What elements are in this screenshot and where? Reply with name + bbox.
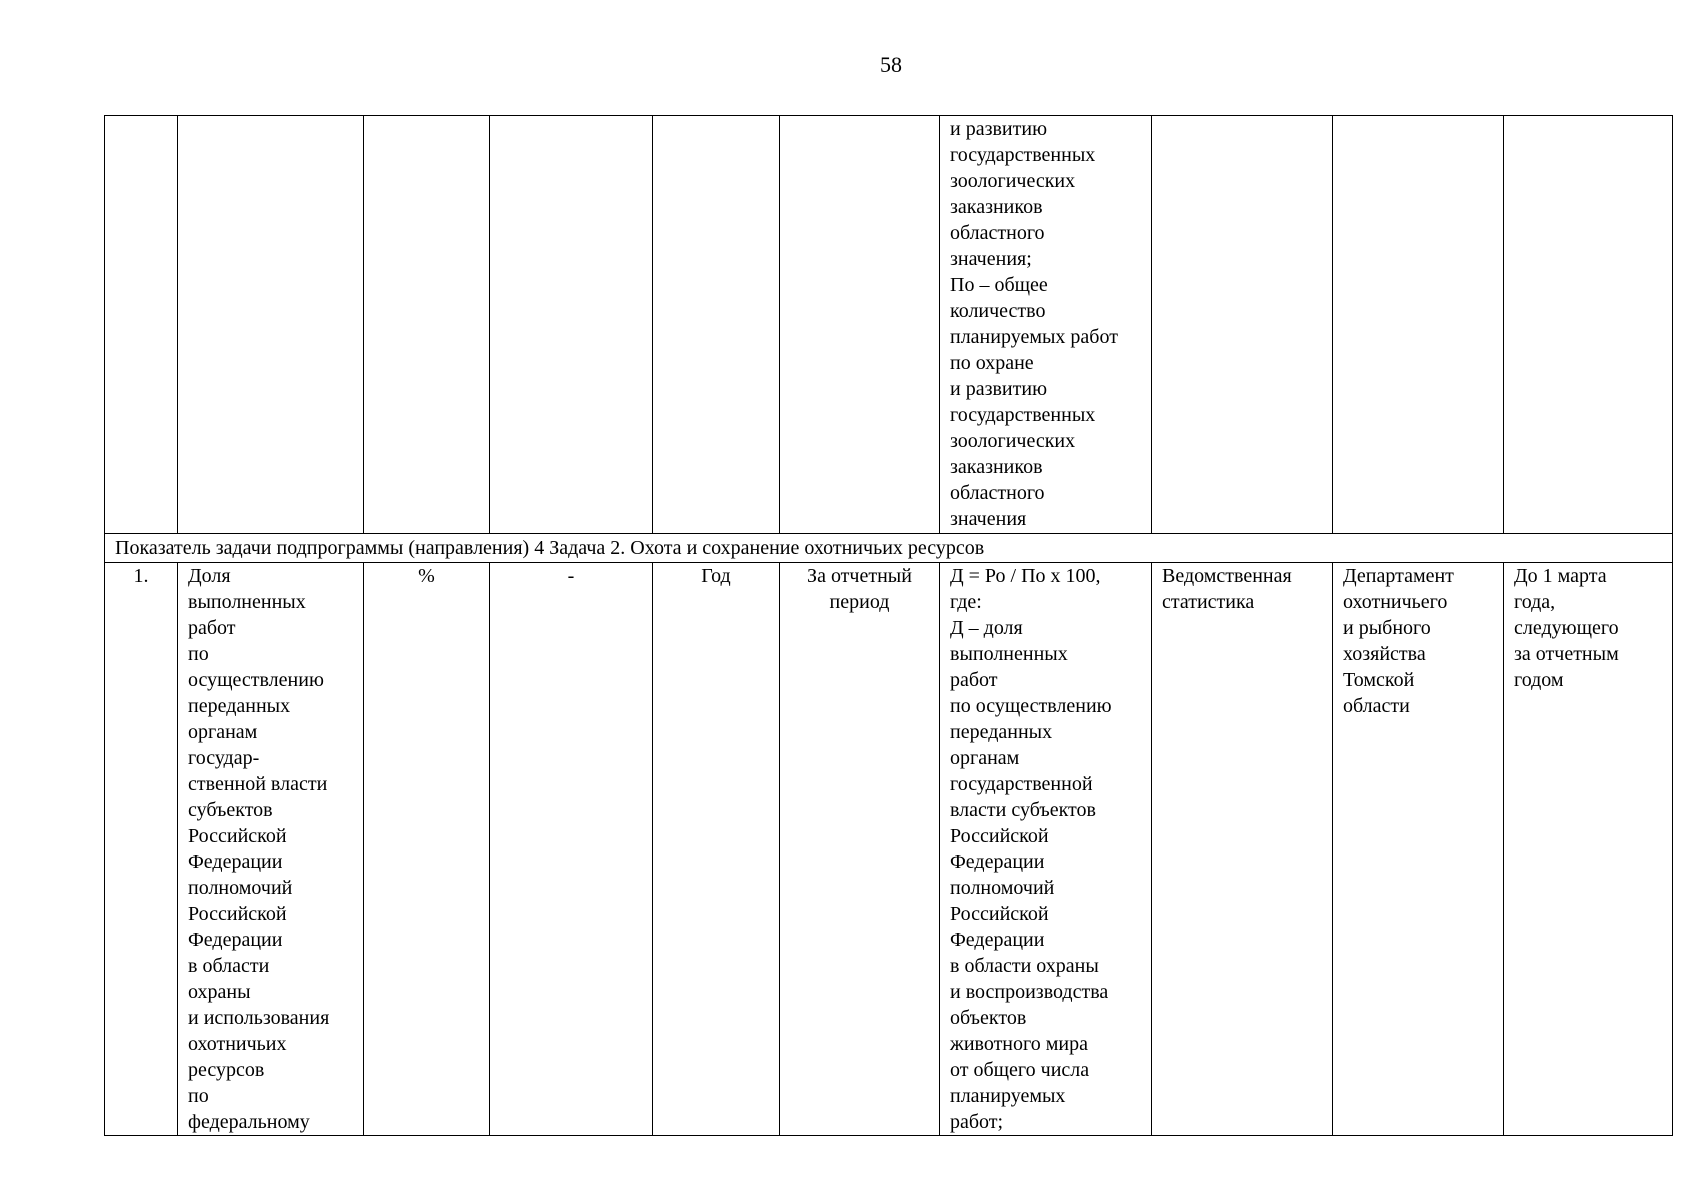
cell-responsible: Департамент охотничьего и рыбного хозяйства Томской области — [1333, 563, 1504, 1136]
table-row-continuation — [105, 116, 1673, 534]
cell-empty — [490, 116, 653, 534]
cell-empty — [178, 116, 364, 534]
cell-period: За отчетный период — [780, 563, 940, 1136]
cell-indicator-name: Доля выполненных работ по осуществлению переданных органам государ- ственной власти субъектов Российской Федерации полномочий Российской Федерации в области охраны и использования охотничьих ресурсов по федеральному — [178, 563, 364, 1136]
cell-number: 1. — [105, 563, 178, 1136]
cell-empty — [1504, 116, 1673, 534]
cell-empty — [780, 116, 940, 534]
indicators-table — [104, 115, 1673, 1136]
cell-periodicity: Год — [653, 563, 780, 1136]
cell-formula-continuation: и развитию государственных зоологических заказников областного значения; По – общее количество планируемых работ по охране и развитию государственных зоологических заказников областного значения — [940, 116, 1152, 534]
cell-empty — [1333, 116, 1504, 534]
cell-empty — [364, 116, 490, 534]
table-row-section-header — [105, 534, 1673, 563]
cell-source: Ведомственная статистика — [1152, 563, 1333, 1136]
cell-empty — [105, 116, 178, 534]
cell-empty — [1152, 116, 1333, 534]
cell-empty — [653, 116, 780, 534]
section-header: Показатель задачи подпрограммы (направления) 4 Задача 2. Охота и сохранение охотничьих ресурсов — [105, 534, 1673, 563]
cell-col4: - — [490, 563, 653, 1136]
table-row — [105, 563, 1673, 1136]
cell-unit: % — [364, 563, 490, 1136]
cell-formula: Д = Ро / По х 100, где: Д – доля выполненных работ по осуществлению переданных органам государственной власти субъектов Российской Федерации полномочий Российской Федерации в области охраны и воспроизводства объектов животного мира от общего числа планируемых работ; — [940, 563, 1152, 1136]
page-number: 58 — [880, 52, 902, 77]
cell-deadline: До 1 марта года, следующего за отчетным годом — [1504, 563, 1673, 1136]
